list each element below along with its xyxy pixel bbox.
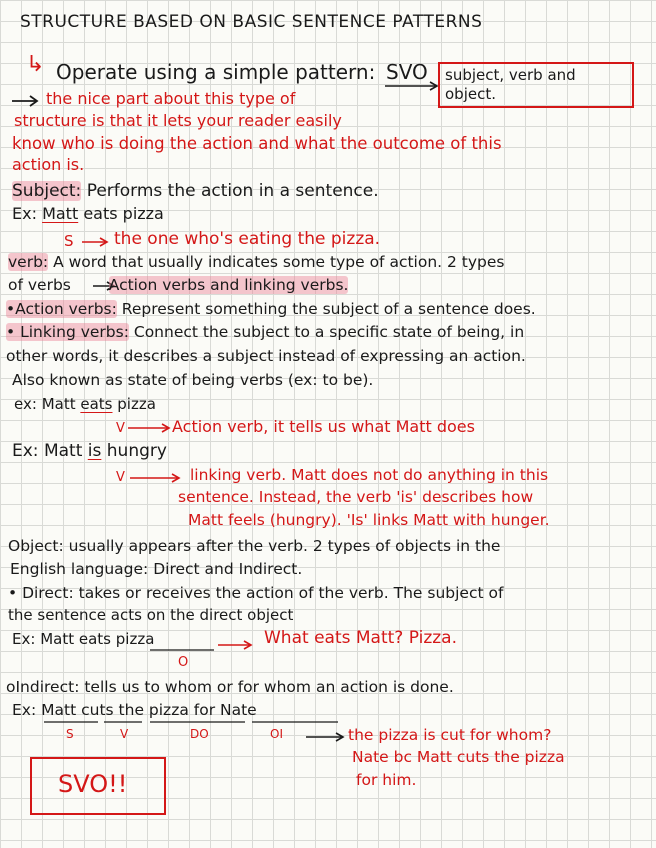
indirect-text: tells us to whom or for whom an action is done.	[84, 678, 454, 696]
object-ex2-prefix: Ex:	[12, 701, 37, 719]
page-title: STRUCTURE BASED ON BASIC SENTENCE PATTERNS	[20, 12, 483, 32]
verb-ex2-rest: hungry	[106, 441, 167, 461]
verb-label: verb:	[8, 253, 49, 271]
verb-ex1-verb: eats	[80, 395, 113, 413]
indirect-object-line	[6, 680, 454, 696]
object-ex2-for: for Nate	[193, 701, 257, 719]
object-ex2-pizza: the pizza	[118, 701, 189, 719]
direct-object-line	[8, 586, 503, 602]
svo-label: SVO	[386, 60, 428, 84]
object-definition	[8, 539, 500, 555]
verb-line2-start: of verbs	[8, 276, 71, 294]
hook-arrow-icon: ↳	[26, 52, 45, 77]
verb-ex2-note: Matt feels (hungry). 'Is' links Matt with hunger.	[188, 511, 550, 529]
verb-ex2-prefix: Ex:	[12, 441, 39, 461]
subject-label: Subject:	[12, 181, 82, 201]
intro-line: know who is doing the action and what the outcome of this	[12, 134, 502, 153]
verb-example-2	[12, 443, 167, 460]
mark-v: V	[120, 727, 129, 741]
subject-text: Performs the action in a sentence.	[86, 181, 379, 201]
object-ex2-matt: Matt	[41, 701, 77, 719]
direct-label: • Direct:	[8, 584, 74, 602]
operate-text: Operate using a simple pattern:	[56, 60, 376, 84]
object-ex2-cuts: cuts	[81, 701, 114, 719]
linking-verbs-text: Connect the subject to a specific state of being, in	[133, 323, 525, 341]
subject-ex-matt: Matt	[42, 204, 79, 223]
verb-ex1-matt: Matt	[41, 395, 76, 413]
intro-line: structure is that it lets your reader easily	[14, 111, 342, 130]
verb-example-1	[14, 397, 156, 412]
mark-s: S	[66, 727, 74, 741]
object-text: usually appears after the verb. 2 types of objects in the	[68, 537, 501, 555]
linking-verbs-line	[6, 325, 524, 341]
indirect-label: oIndirect:	[6, 678, 80, 696]
object-ex1-prefix: Ex:	[12, 630, 36, 648]
action-verbs-text: Represent something the subject of a sentence does.	[121, 300, 536, 318]
direct-object-line2: the sentence acts on the direct object	[8, 606, 294, 624]
object-ex1-note: What eats Matt? Pizza.	[264, 628, 457, 648]
verb-types: Action verbs and linking verbs.	[108, 276, 349, 294]
object-ex2-note: the pizza is cut for whom?	[348, 726, 552, 744]
subject-note: the one who's eating the pizza.	[114, 229, 381, 249]
verb-v-mark-2: V	[116, 470, 125, 485]
intro-line: action is.	[12, 155, 85, 174]
action-verbs-label: •Action verbs:	[6, 300, 117, 318]
subject-s-mark: S	[64, 232, 74, 250]
object-ex1-obj: pizza	[115, 630, 155, 648]
subject-example	[12, 206, 164, 222]
verb-ex1-prefix: ex:	[14, 395, 37, 413]
object-ex2-note: for him.	[356, 771, 417, 789]
verb-ex1-note: Action verb, it tells us what Matt does	[172, 417, 475, 436]
svo-definition-text: subject, verb and object.	[445, 66, 576, 103]
subject-definition	[12, 183, 379, 200]
verb-line2	[8, 278, 348, 294]
object-label: Object:	[8, 537, 64, 555]
linking-verbs-label: • Linking verbs:	[6, 323, 129, 341]
verb-v-mark-1: V	[116, 421, 125, 436]
verb-definition	[8, 255, 505, 271]
subject-ex-prefix: Ex:	[12, 204, 37, 223]
verb-ex2-note: linking verb. Matt does not do anything in this	[190, 466, 549, 484]
object-ex2-note: Nate bc Matt cuts the pizza	[352, 748, 565, 766]
verb-ex2-verb: is	[87, 441, 102, 461]
verb-line1: A word that usually indicates some type of action. 2 types	[53, 253, 505, 271]
svo-summary-text: SVO!!	[58, 770, 128, 798]
direct-text: takes or receives the action of the verb. The subject of	[78, 584, 504, 602]
object-example-2	[12, 703, 257, 719]
mark-oi: OI	[270, 727, 283, 741]
object-ex1-text: Matt eats	[40, 630, 111, 648]
mark-do: DO	[190, 727, 209, 741]
object-o-mark: O	[178, 655, 189, 670]
verb-ex2-matt: Matt	[43, 441, 83, 461]
object-example-1	[12, 632, 154, 647]
linking-verbs-line2: other words, it describes a subject instead of expressing an action.	[6, 347, 526, 365]
verb-ex2-note: sentence. Instead, the verb 'is' describes how	[178, 488, 534, 506]
action-verbs-line	[6, 302, 536, 318]
verb-ex1-rest: pizza	[117, 395, 156, 413]
subject-ex-rest: eats pizza	[83, 204, 164, 223]
linking-verbs-line3: Also known as state of being verbs (ex: to be).	[12, 371, 374, 389]
intro-line: the nice part about this type of	[46, 89, 296, 108]
object-line2: English language: Direct and Indirect.	[10, 560, 303, 578]
